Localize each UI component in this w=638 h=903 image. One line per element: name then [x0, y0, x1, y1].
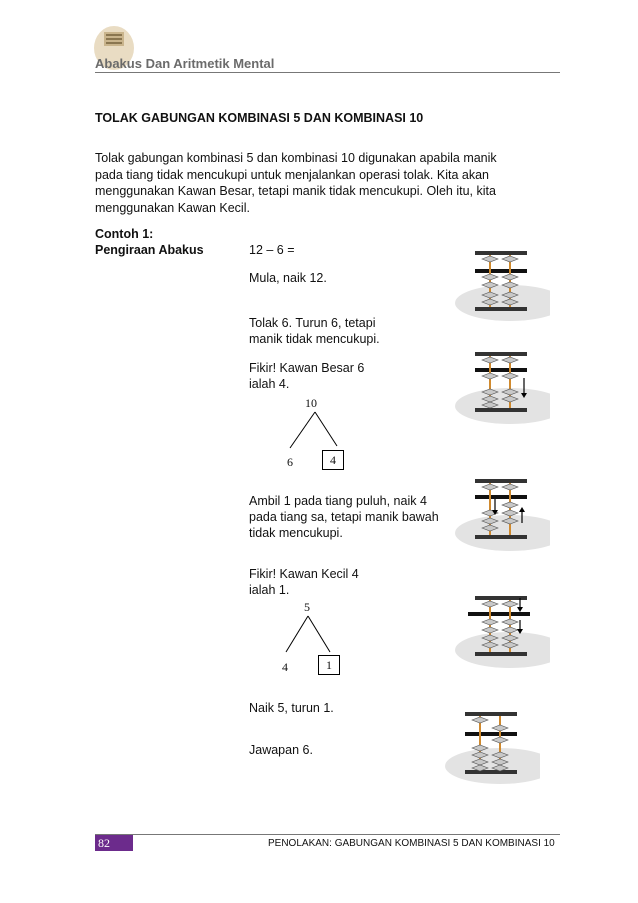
step-1-text	[249, 270, 327, 286]
abacus-illustration-4	[440, 592, 550, 672]
abacus-illustration-1	[440, 245, 550, 325]
abacus-illustration-5	[430, 708, 540, 788]
abacus-illustration-3	[440, 475, 550, 555]
step-line: Jawapan 6.	[249, 743, 313, 757]
intro-line: Tolak gabungan kombinasi 5 dan kombinasi 10 digunakan apabila manik	[95, 151, 497, 165]
tree-right-boxed-number: 1	[318, 655, 340, 675]
calc-label: Pengiraan Abakus	[95, 243, 204, 257]
tree-top-number: 10	[305, 396, 317, 410]
page-number: 82	[95, 835, 133, 851]
header-divider	[95, 72, 560, 73]
step-2-text	[249, 315, 380, 347]
abacus-illustration-2	[440, 348, 550, 428]
step-3-text	[249, 360, 364, 392]
step-line: pada tiang sa, tetapi manik bawah	[249, 510, 439, 524]
footer-chapter-title: PENOLAKAN: GABUNGAN KOMBINASI 5 DAN KOMBINASI 10	[268, 838, 555, 849]
step-4-text	[249, 493, 439, 541]
intro-line: menggunakan Kawan Besar, tetapi manik tidak mencukupi. Oleh itu, kita	[95, 184, 496, 198]
tree-right-boxed-number: 4	[322, 450, 344, 470]
step-line: Fikir! Kawan Besar 6	[249, 361, 365, 375]
step-line: manik tidak mencukupi.	[249, 332, 380, 346]
tree-left-number: 6	[287, 455, 293, 469]
friend-tree-lines	[280, 408, 350, 454]
step-line: ialah 4.	[249, 377, 290, 391]
step-line: Ambil 1 pada tiang puluh, naik 4	[249, 494, 427, 508]
section-title: TOLAK GABUNGAN KOMBINASI 5 DAN KOMBINASI 10	[95, 111, 424, 125]
step-line: Mula, naik 12.	[249, 271, 327, 285]
tree-top-number: 5	[304, 600, 310, 614]
step-5-text	[249, 566, 359, 598]
intro-line: menggunakan Kawan Kecil.	[95, 200, 250, 215]
step-line: Tolak 6. Turun 6, tetapi	[249, 316, 376, 330]
step-line: tidak mencukupi.	[249, 526, 343, 540]
friend-tree-lines	[278, 612, 348, 658]
footer-divider	[95, 834, 560, 835]
step-line: Naik 5, turun 1.	[249, 701, 334, 715]
header-title: Abakus Dan Aritmetik Mental	[95, 56, 275, 71]
step-7-text	[249, 742, 313, 758]
intro-line: pada tiang tidak mencukupi untuk menjalankan operasi tolak. Kita akan	[95, 167, 490, 182]
example-label: Contoh 1:	[95, 227, 154, 241]
step-line: ialah 1.	[249, 583, 290, 597]
step-6-text	[249, 700, 334, 716]
tree-left-number: 4	[282, 660, 288, 674]
step-line: Fikir! Kawan Kecil 4	[249, 567, 359, 581]
equation: 12 – 6 =	[249, 243, 295, 257]
intro-paragraph	[95, 150, 525, 216]
